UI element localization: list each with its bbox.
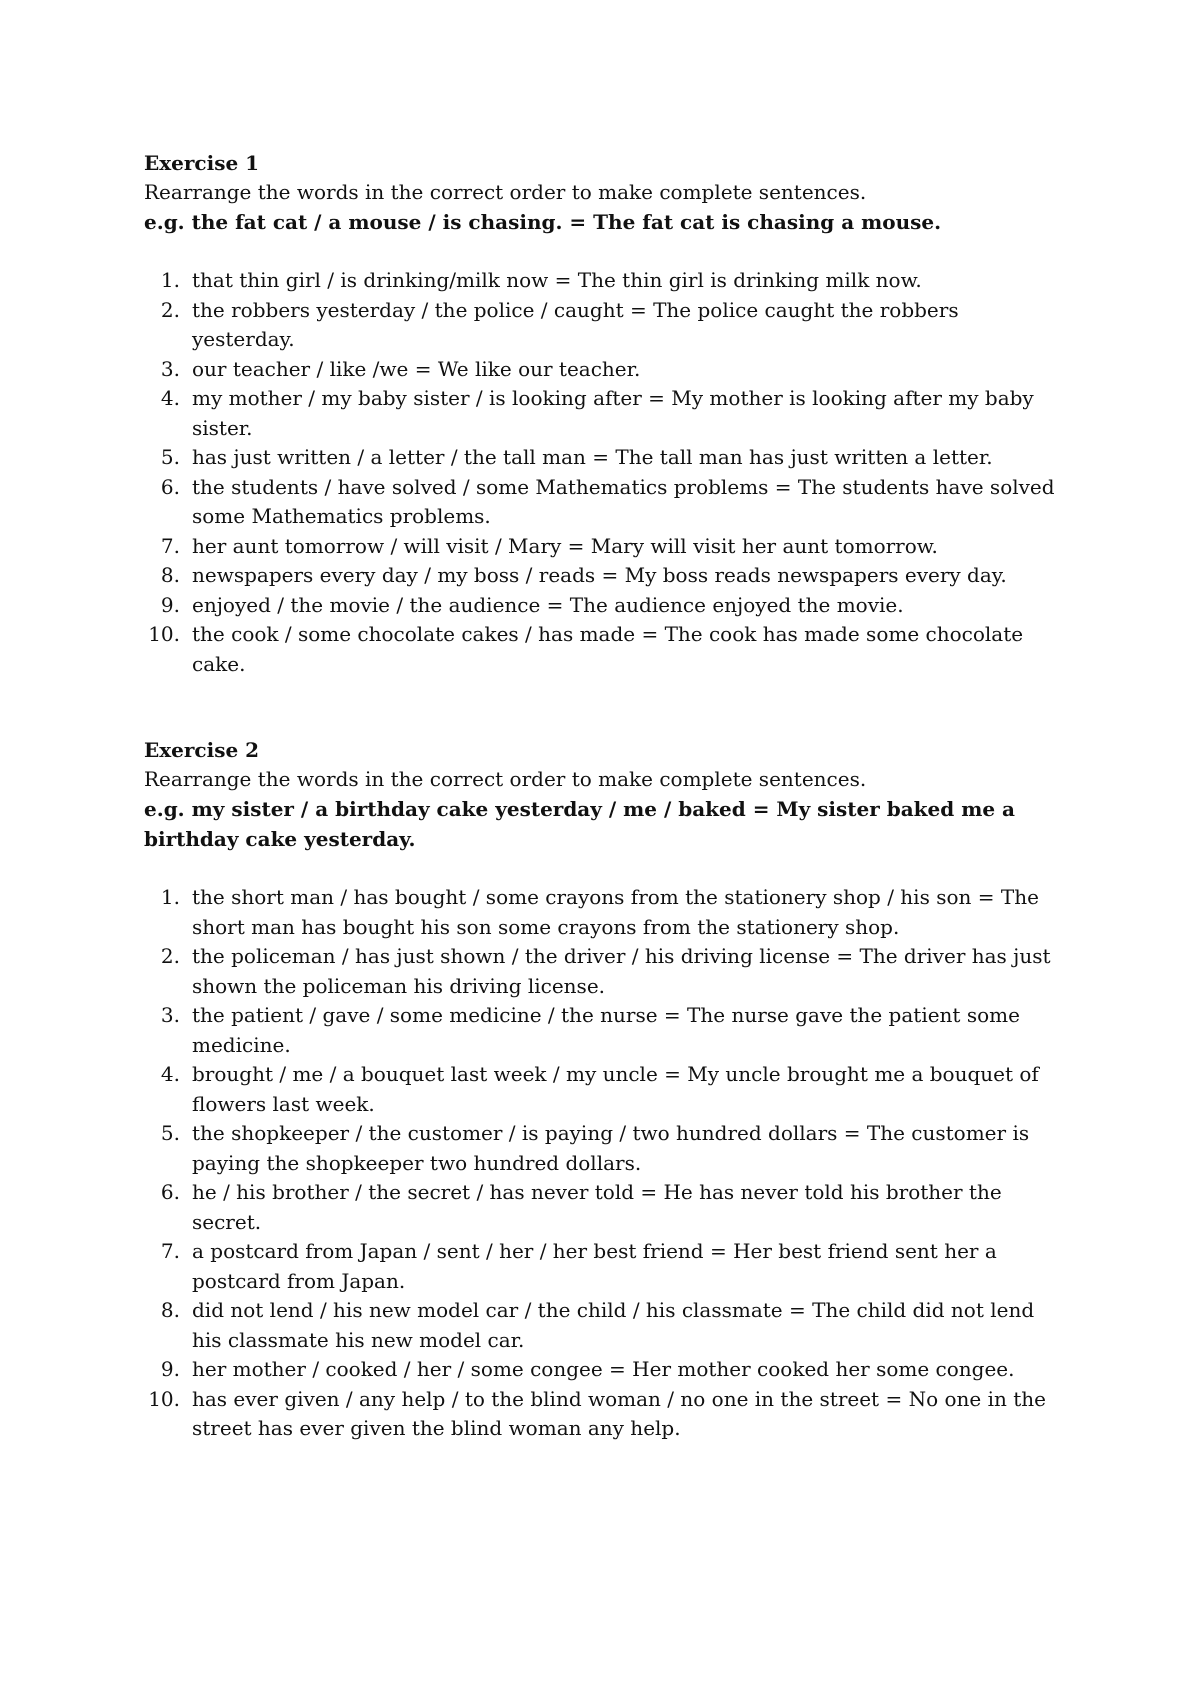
item-number: 4.: [160, 386, 180, 410]
list-item: [144, 561, 1064, 591]
item-number: 4.: [160, 1062, 180, 1086]
item-number: 2.: [160, 944, 180, 968]
exercise-list: [144, 883, 1064, 1444]
list-item: [144, 1355, 1064, 1385]
list-item: [144, 942, 1064, 1001]
item-text: her aunt tomorrow / will visit / Mary = Mary will visit her aunt tomorrow.: [192, 533, 938, 558]
item-text: the robbers yesterday / the police / caught = The police caught the robbers yesterday.: [192, 297, 959, 351]
exercise-instruction: Rearrange the words in the correct order to make complete sentences.: [144, 180, 867, 204]
item-text: my mother / my baby sister / is looking after = My mother is looking after my baby sister.: [192, 386, 1034, 440]
item-text: her mother / cooked / her / some congee = Her mother cooked her some congee.: [192, 1357, 1015, 1381]
item-text: the shopkeeper / the customer / is paying / two hundred dollars = The customer is paying the shopkeeper two hundred dollars.: [192, 1121, 1030, 1175]
item-number: 10.: [148, 622, 180, 646]
item-text: the cook / some chocolate cakes / has made = The cook has made some chocolate cake.: [192, 622, 1024, 676]
item-text: brought / me / a bouquet last week / my uncle = My uncle brought me a bouquet of flowers last week.: [192, 1062, 1039, 1116]
item-text: has ever given / any help / to the blind woman / no one in the street = No one in the street has ever given the blind woman any help.: [192, 1386, 1046, 1440]
document-page: [144, 148, 1064, 1444]
list-item: [144, 1178, 1064, 1237]
item-number: 7.: [160, 1239, 180, 1263]
item-number: 9.: [160, 592, 180, 617]
list-item: [144, 473, 1064, 532]
item-text: he / his brother / the secret / has never told = He has never told his brother the secret.: [192, 1180, 1002, 1234]
list-item: [144, 883, 1064, 942]
list-item: [144, 384, 1064, 443]
list-item: [144, 355, 1064, 385]
item-number: 5.: [160, 1121, 180, 1145]
item-number: 9.: [160, 1357, 180, 1381]
list-item: [144, 1296, 1064, 1355]
exercise-title: Exercise 1: [144, 151, 260, 175]
item-number: 8.: [160, 563, 180, 587]
item-number: 2.: [160, 297, 180, 322]
list-item: [144, 1001, 1064, 1060]
item-number: 1.: [160, 268, 180, 292]
item-text: the students / have solved / some Mathematics problems = The students have solved some Mathematics problems.: [192, 474, 1055, 528]
item-number: 3.: [160, 356, 180, 381]
item-text: the short man / has bought / some crayons from the stationery shop / his son = The short man has bought his son some crayons from the stationery shop.: [192, 885, 1039, 939]
list-item: [144, 1060, 1064, 1119]
list-item: [144, 1237, 1064, 1296]
item-number: 8.: [160, 1298, 180, 1322]
exercise-example: e.g. my sister / a birthday cake yesterday / me / baked = My sister baked me a birthday cake yesterday.: [144, 797, 1016, 851]
list-item: [144, 591, 1064, 621]
item-text: did not lend / his new model car / the child / his classmate = The child did not lend his classmate his new model car.: [192, 1298, 1035, 1352]
item-text: that thin girl / is drinking/milk now = The thin girl is drinking milk now.: [192, 268, 922, 292]
item-text: the patient / gave / some medicine / the nurse = The nurse gave the patient some medicine.: [192, 1003, 1020, 1057]
list-item: [144, 1385, 1064, 1444]
exercise-instruction: Rearrange the words in the correct order to make complete sentences.: [144, 767, 867, 791]
list-item: [144, 443, 1064, 473]
item-number: 1.: [160, 885, 180, 909]
list-item: [144, 1119, 1064, 1178]
exercise-title: Exercise 2: [144, 738, 260, 762]
item-text: has just written / a letter / the tall man = The tall man has just written a letter.: [192, 445, 993, 469]
list-item: [144, 532, 1064, 562]
item-text: a postcard from Japan / sent / her / her best friend = Her best friend sent her a postcard from Japan.: [192, 1239, 997, 1293]
item-number: 6.: [160, 1180, 180, 1204]
list-item: [144, 266, 1064, 296]
item-text: enjoyed / the movie / the audience = The audience enjoyed the movie.: [192, 592, 904, 617]
item-number: 10.: [148, 1386, 180, 1411]
item-number: 6.: [160, 474, 180, 499]
exercise-2: [144, 735, 1064, 1444]
item-text: our teacher / like /we = We like our teacher.: [192, 356, 641, 381]
item-text: newspapers every day / my boss / reads = My boss reads newspapers every day.: [192, 563, 1007, 587]
item-number: 3.: [160, 1003, 180, 1027]
item-text: the policeman / has just shown / the driver / his driving license = The driver has just shown the policeman his driving license.: [192, 944, 1051, 998]
list-item: [144, 620, 1064, 679]
list-item: [144, 296, 1064, 355]
item-number: 7.: [160, 533, 180, 558]
exercise-1: [144, 148, 1064, 679]
exercise-example: e.g. the fat cat / a mouse / is chasing. = The fat cat is chasing a mouse.: [144, 210, 942, 234]
exercise-list: [144, 266, 1064, 679]
item-number: 5.: [160, 445, 180, 469]
